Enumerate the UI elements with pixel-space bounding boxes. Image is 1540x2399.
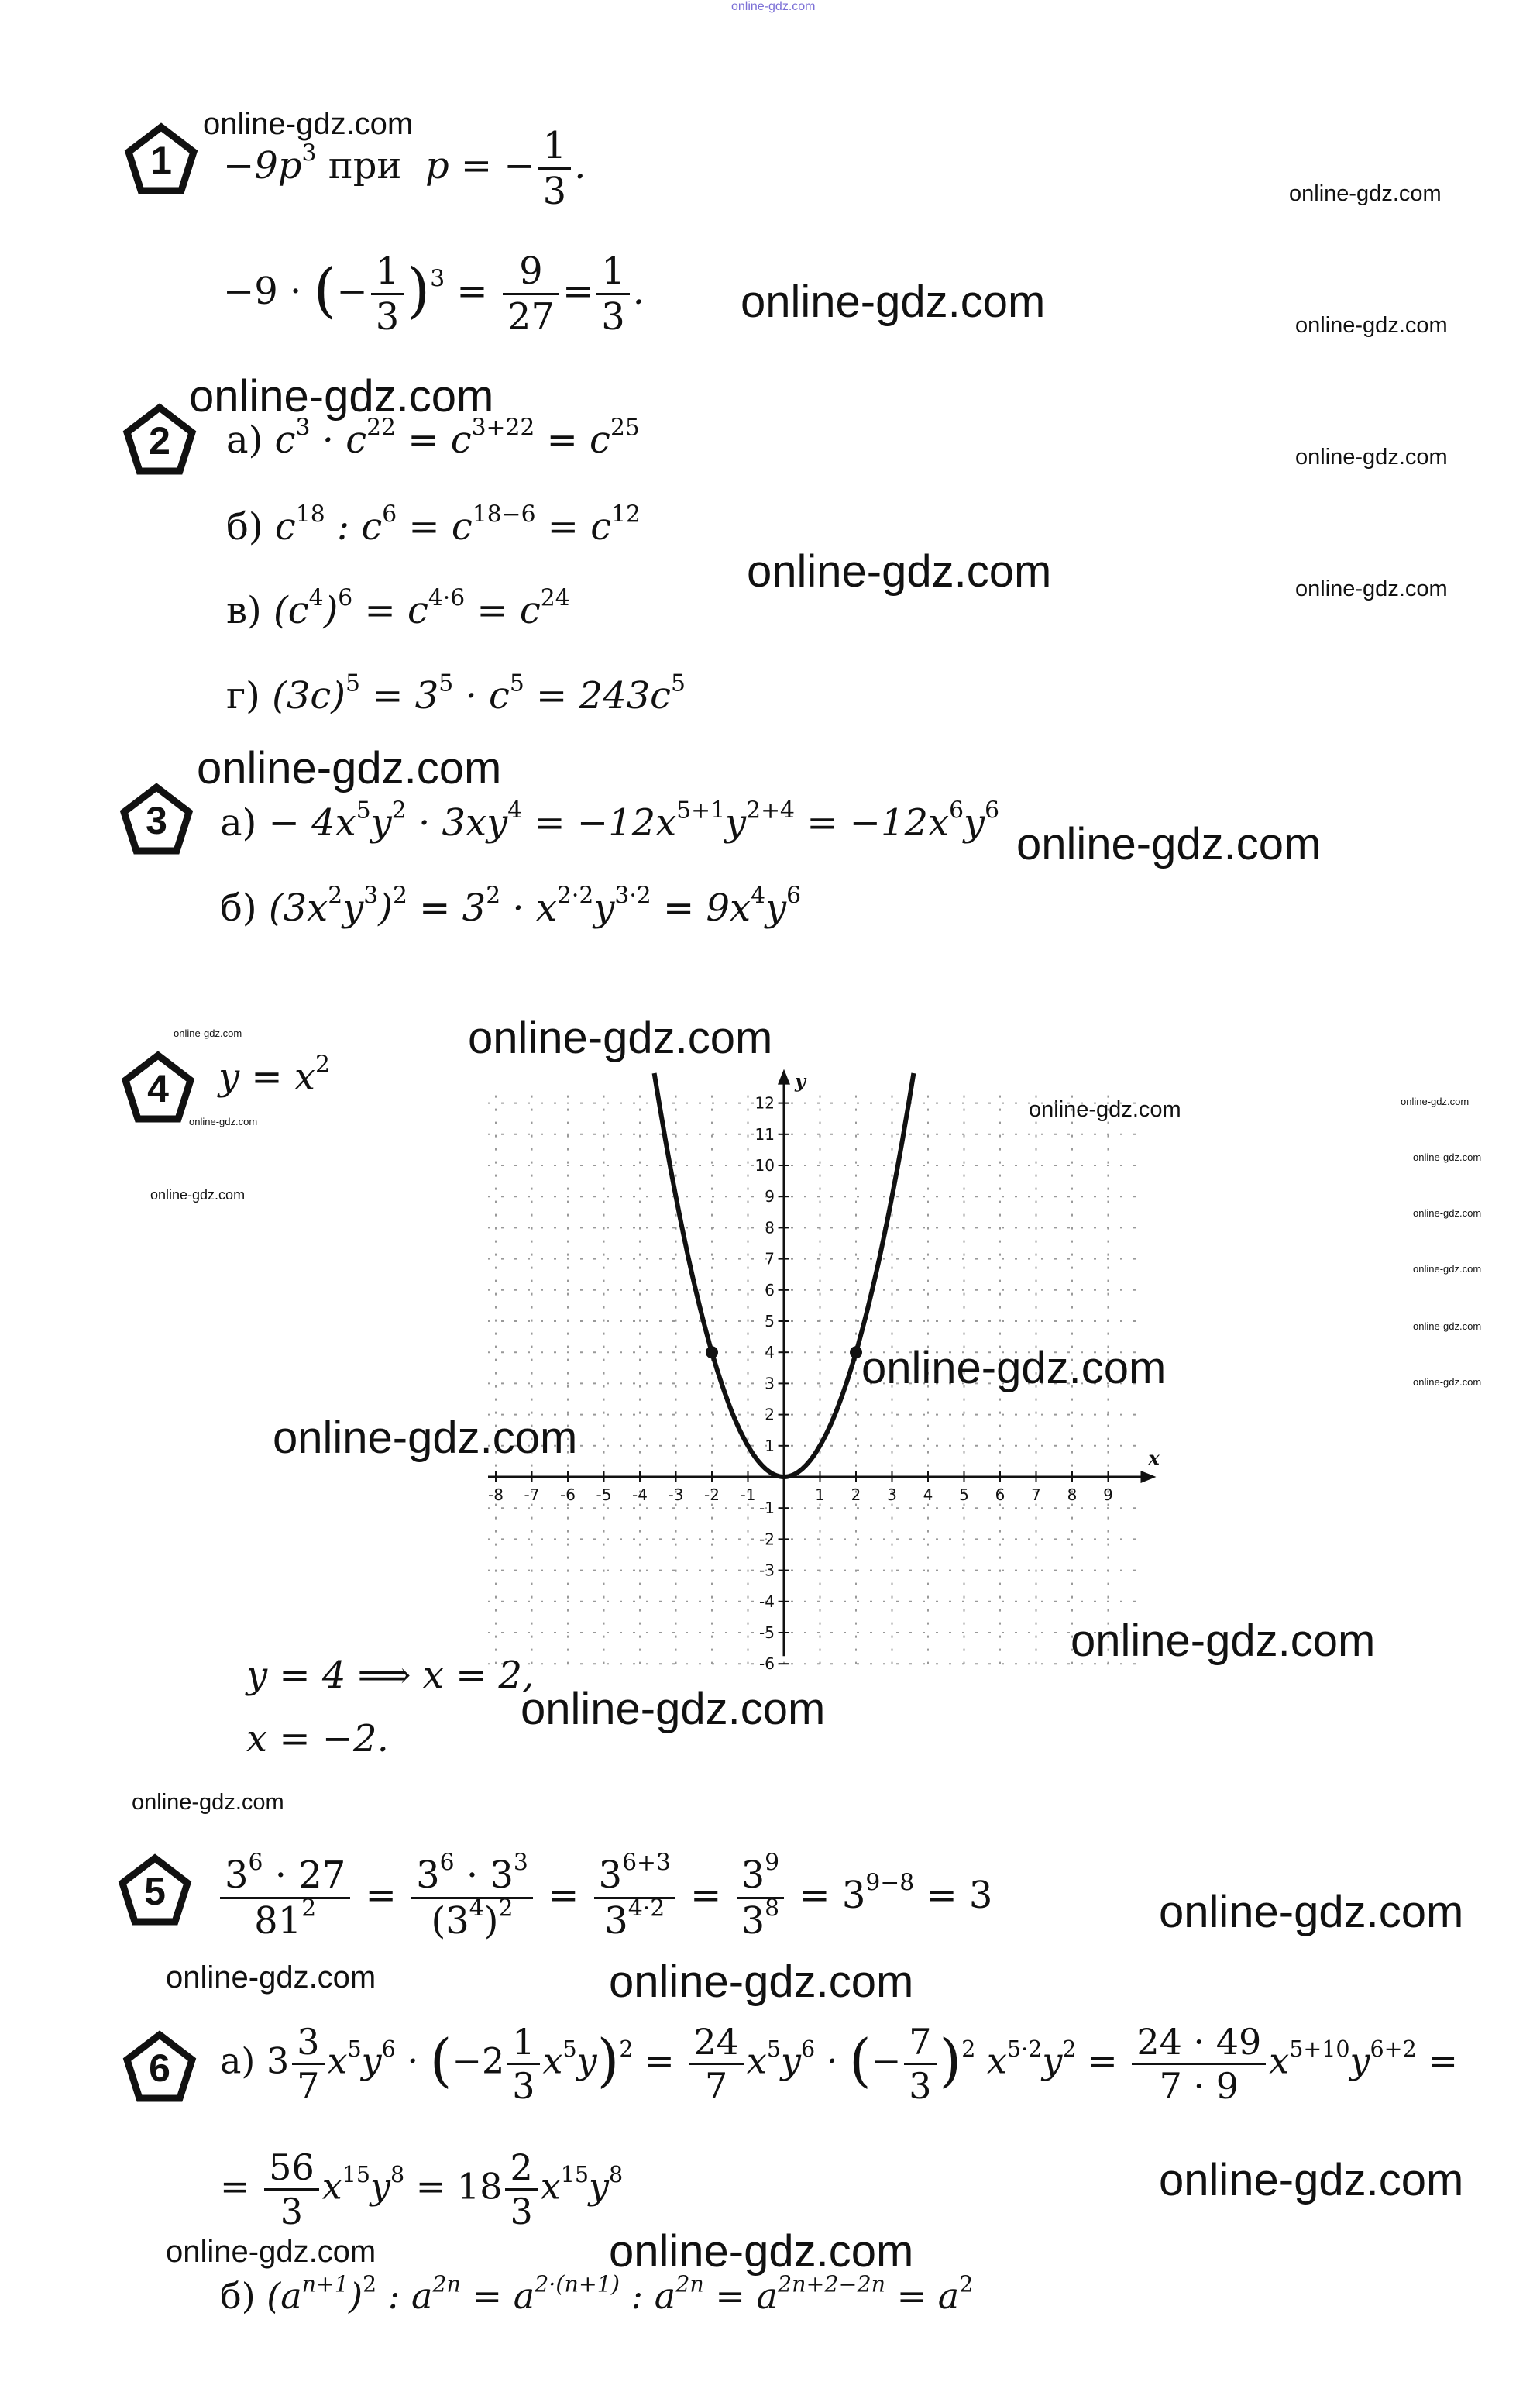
- y-tick-label: 2: [765, 1405, 775, 1424]
- problem-6a-line-1: а) 3 $\frac{3}{7}$ $x^5y^6 \cdot (-2$ $\frac{1}{3}$ $x^5y)^2$ = $\frac{24}{7}$ $x^5y^6$ · (− $\frac{7}{3}$ )$^2$ $x^{5\cdot 2}y^2$ = $\frac{24 \cdot 49}{7 \cdot 9}$ $x^{5+10}y^{6+2}$ =: [220, 2021, 1458, 2107]
- watermark: online-gdz.com: [609, 2226, 914, 2277]
- watermark: online-gdz.com: [1413, 1207, 1482, 1219]
- watermark: online-gdz.com: [1413, 1376, 1482, 1388]
- y-tick-label: 1: [765, 1436, 775, 1455]
- y-tick-label: 12: [755, 1093, 775, 1113]
- problem-3-number: 3: [146, 799, 167, 842]
- watermark: online-gdz.com: [197, 743, 502, 793]
- problem-3a: $а) - 4x^5y^2 \cdot 3xy^4 = -12x^{5+1}y^{2+4} = -12x^6y^6$: [220, 797, 1000, 845]
- problem-4-solution-1: y = 4 ⟹ x = 2,: [246, 1654, 535, 1697]
- problem-6-badge: [122, 2030, 197, 2105]
- watermark: online-gdz.com: [203, 107, 414, 141]
- watermark: online-gdz.com: [747, 546, 1052, 597]
- x-axis-arrow: [1141, 1471, 1157, 1483]
- x-tick-label: 1: [815, 1485, 825, 1504]
- y-tick-label: 4: [765, 1343, 775, 1362]
- watermark: online-gdz.com: [521, 1684, 826, 1734]
- watermark: online-gdz.com: [150, 1187, 246, 1203]
- x-tick-label: 8: [1067, 1485, 1078, 1504]
- x-tick-label: -8: [488, 1485, 504, 1504]
- problem-5-badge: [118, 1853, 192, 1928]
- problem-3b: б) $(3x^2y^3)^2 = 3^2 \cdot x^{2\cdot 2}y^{3\cdot 2} = 9x^4y^6$: [220, 882, 802, 930]
- problem-2a: а) $c^3 \cdot c^{22} = c^{3+22} = c^{25}$: [226, 414, 640, 462]
- x-axis-label: x: [1148, 1447, 1160, 1469]
- y-axis-arrow: [778, 1069, 790, 1085]
- problem-6-number: 6: [149, 2046, 170, 2090]
- watermark: online-gdz.com: [1071, 1616, 1376, 1666]
- x-tick-label: 4: [923, 1485, 933, 1504]
- problem-6a-line-2: = $\frac{56}{3}$ $x^{15}y^8 = 18$ $\frac{2}{3}$ $x^{15}y^8$: [220, 2146, 624, 2232]
- problem-1-solution: −9 · (− $\frac{1}{3}$ )$^3$ = $\frac{9}{27}$ = $\frac{1}{3}$ .: [223, 250, 645, 339]
- problem-2-number: 2: [149, 419, 170, 463]
- watermark: online-gdz.com: [1295, 577, 1448, 601]
- x-tick-label: 6: [995, 1485, 1005, 1504]
- header-watermark: online-gdz.com: [731, 0, 816, 13]
- y-tick-label: -2: [759, 1530, 775, 1549]
- problem-4-badge: [121, 1051, 195, 1125]
- marked-point: [850, 1346, 862, 1358]
- problem-2-badge: [122, 403, 197, 477]
- watermark: online-gdz.com: [1159, 1887, 1464, 1937]
- x-tick-label: -1: [740, 1485, 756, 1504]
- problem-3-badge: [119, 783, 194, 857]
- problem-1-statement: $-9p^3$ при p = − $\frac{1}{3}$ .: [223, 124, 586, 213]
- y-tick-label: 6: [765, 1280, 775, 1299]
- problem-4-solution-2: x = −2.: [246, 1717, 389, 1761]
- x-tick-label: -6: [560, 1485, 576, 1504]
- problem-2b: б) $c^{18}$ : $c^6 = c^{18-6} = c^{12}$: [226, 501, 641, 549]
- x-tick-label: 9: [1103, 1485, 1113, 1504]
- watermark: online-gdz.com: [132, 1790, 284, 1815]
- y-tick-label: -4: [759, 1592, 775, 1611]
- watermark: online-gdz.com: [468, 1013, 773, 1063]
- y-tick-label: 5: [765, 1312, 775, 1330]
- y-tick-label: -5: [759, 1623, 775, 1642]
- y-tick-label: -3: [759, 1561, 775, 1580]
- watermark: online-gdz.com: [189, 1116, 258, 1127]
- watermark: online-gdz.com: [273, 1413, 578, 1463]
- watermark: online-gdz.com: [1413, 1151, 1482, 1163]
- x-tick-label: -4: [632, 1485, 648, 1504]
- y-tick-label: 8: [765, 1218, 775, 1237]
- watermark: online-gdz.com: [1401, 1096, 1470, 1107]
- x-tick-label: 3: [887, 1485, 897, 1504]
- problem-5-solution: $\frac{3^6 \cdot 27}{81^2}$ = $\frac{3^6 \cdot 3^3}{(3^4)^2}$ = $\frac{3^{6+3}}{3^{4\cdot 2}}$ = $\frac{3^9}{3^8}$ = $3^{9-8} = 3$: [217, 1853, 992, 1943]
- watermark: online-gdz.com: [1295, 445, 1448, 470]
- problem-4-function: $y = x^2$: [218, 1051, 330, 1099]
- watermark: online-gdz.com: [1289, 181, 1442, 206]
- x-tick-label: -7: [524, 1485, 540, 1504]
- x-tick-label: -2: [704, 1485, 720, 1504]
- watermark: online-gdz.com: [861, 1343, 1167, 1393]
- y-tick-label: 3: [765, 1374, 775, 1393]
- x-tick-label: -5: [596, 1485, 612, 1504]
- y-axis-label: y: [795, 1069, 806, 1093]
- watermark: online-gdz.com: [741, 277, 1046, 327]
- watermark: online-gdz.com: [1029, 1097, 1181, 1122]
- x-tick-label: -3: [668, 1485, 684, 1504]
- problem-4-number: 4: [147, 1067, 169, 1110]
- watermark: online-gdz.com: [609, 1957, 914, 2007]
- problem-1-badge: [124, 122, 198, 197]
- problem-2c: в) $(c^4)^6 = c^{4\cdot 6} = c^{24}$: [226, 584, 570, 632]
- watermark: online-gdz.com: [174, 1027, 242, 1039]
- y-tick-label: 9: [765, 1187, 775, 1206]
- x-tick-label: 5: [959, 1485, 969, 1504]
- watermark: online-gdz.com: [1295, 313, 1448, 338]
- problem-1-number: 1: [150, 139, 172, 182]
- y-tick-label: -1: [759, 1499, 775, 1518]
- y-tick-label: 11: [755, 1124, 775, 1144]
- watermark: online-gdz.com: [1413, 1320, 1482, 1332]
- watermark: online-gdz.com: [1413, 1263, 1482, 1275]
- marked-point: [706, 1346, 718, 1358]
- watermark: online-gdz.com: [1159, 2155, 1464, 2205]
- problem-2d: г) $(3c)^5 = 3^5 \cdot c^5 = 243c^5$: [226, 669, 686, 718]
- y-tick-label: -6: [759, 1654, 775, 1674]
- watermark: online-gdz.com: [166, 2235, 376, 2269]
- y-tick-label: 10: [755, 1156, 775, 1175]
- problem-6b: б) $(a^{n+1})^2$ : $a^{2n} = a^{2\cdot(n+1)}$ : $a^{2n} = a^{2n+2-2n} = a^2$: [220, 2271, 974, 2317]
- watermark: online-gdz.com: [189, 371, 494, 422]
- watermark: online-gdz.com: [166, 1960, 376, 1995]
- x-tick-label: 2: [851, 1485, 861, 1504]
- x-tick-label: 7: [1031, 1485, 1041, 1504]
- problem-5-number: 5: [144, 1870, 166, 1913]
- y-tick-label: 7: [765, 1249, 775, 1268]
- watermark: online-gdz.com: [1016, 819, 1322, 869]
